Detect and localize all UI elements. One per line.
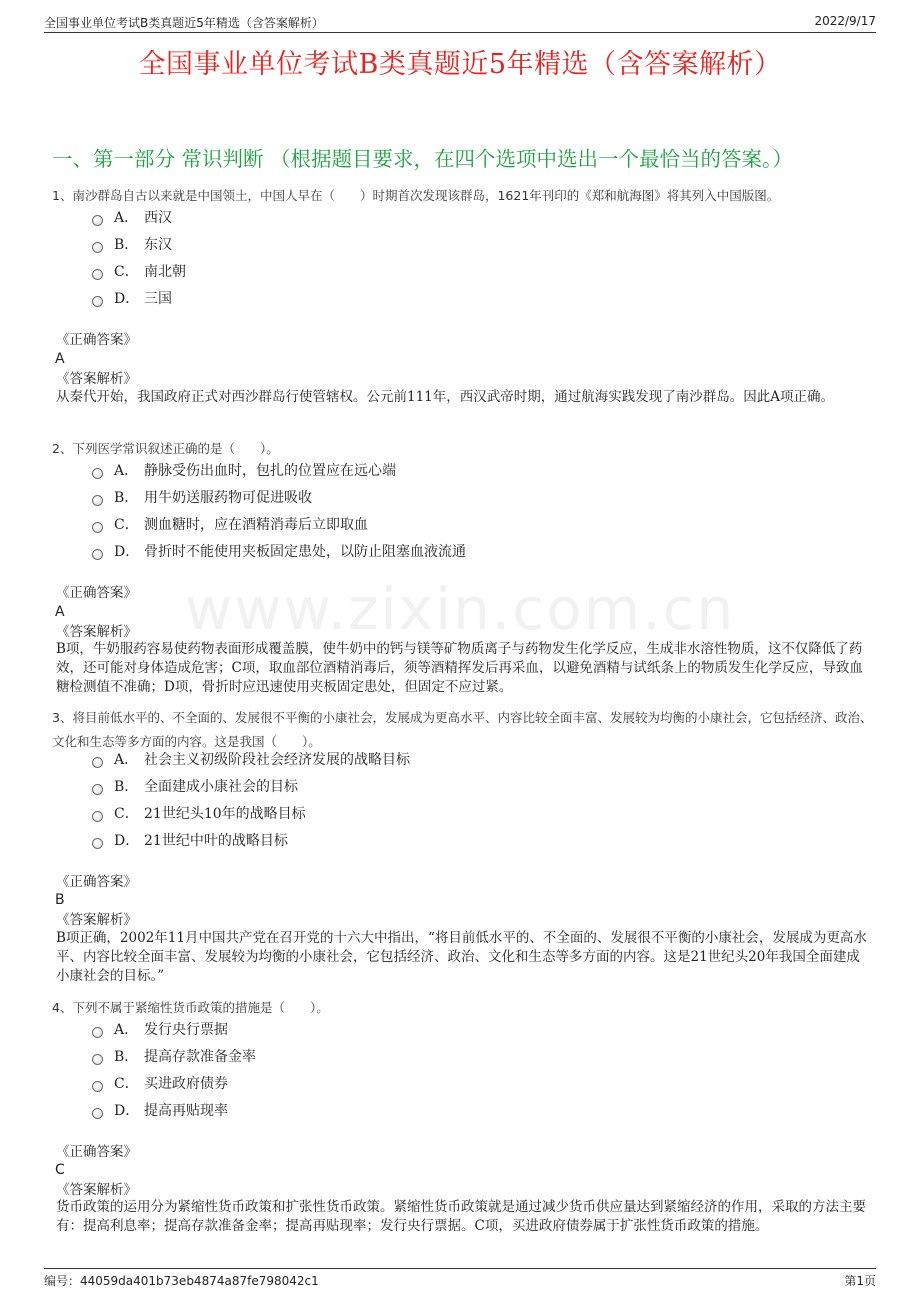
radio-icon[interactable] [92,242,103,253]
option-text: 南北朝 [144,264,186,280]
page-header [44,12,876,32]
option-letter: B． [114,237,139,253]
option-letter: C． [114,1076,139,1092]
analysis-label: 《答案解析》 [56,912,137,928]
radio-icon[interactable] [92,757,103,768]
answer-label: 《正确答案》 [56,332,137,348]
radio-icon[interactable] [92,468,103,479]
analysis-label: 《答案解析》 [56,371,137,387]
question-3-text: 3、将目前低水平的、不全面的、发展很不平衡的小康社会，发展成为更高水平、内容比较全面丰富、发展较为均衡的小康社会，它包括经济、政治、文化和生态等多方面的内容。这是我国（ ）。 [52,710,873,749]
option-text: 全面建成小康社会的目标 [144,779,298,795]
page-title: 全国事业单位考试B类真题近5年精选（含答案解析） [138,49,782,80]
option-letter: C． [114,264,139,280]
option-letter: A． [114,210,139,226]
option-letter: D． [114,1103,140,1119]
header-divider [44,32,876,33]
question-1-text: 1、南沙群岛自古以来就是中国领土，中国人早在（ ）时期首次发现该群岛，1621年刊印的《郑和航海图》将其列入中国版图。 [52,188,780,203]
header-doc-title: 全国事业单位考试B类真题近5年精选（含答案解析） [44,16,324,30]
question-3-analysis: B项正确，2002年11月中国共产党在召开党的十六大中指出，“将目前低水平的、不全面的、发展很不平衡的小康社会，发展成为更高水平、内容比较全面丰富、发展较为均衡的小康社会，它包括经济、政治、文化和生态等多方面的内容。这是21世纪头20年我国全面建成小康社会的目标。” [56,930,867,984]
question-1-answer: A [55,351,65,367]
radio-icon[interactable] [92,784,103,795]
question-4-text: 4、下列不属于紧缩性货币政策的措施是（ ）。 [52,1000,329,1015]
option-letter: A． [114,463,139,479]
option-letter: D． [114,291,140,307]
question-2-answer: A [55,604,65,620]
option-text: 提高再贴现率 [144,1103,228,1119]
page-footer [44,1272,876,1290]
answer-label: 《正确答案》 [56,585,137,601]
radio-icon[interactable] [92,1054,103,1065]
option-text: 三国 [144,291,172,307]
option-letter: C． [114,806,139,822]
question-2-analysis: B项，牛奶服药容易使药物表面形成覆盖膜，使牛奶中的钙与镁等矿物质离子与药物发生化学反应，生成非水溶性物质，这不仅降低了药效，还可能对身体造成危害；C项，取血部位酒精消毒后，须等酒精挥发后再采血，以避免酒精与试纸条上的物质发生化学反应，导致血糖检测值不准确；D项，骨折时应迅速使用夹板固定患处，但固定不应过紧。 [56,641,863,695]
page-number: 第1页 [844,1274,876,1288]
radio-icon[interactable] [92,1108,103,1119]
option-letter: C． [114,517,139,533]
option-letter: B． [114,779,139,795]
option-text: 发行央行票据 [144,1022,228,1038]
radio-icon[interactable] [92,495,103,506]
question-1-analysis: 从秦代开始，我国政府正式对西沙群岛行使管辖权。公元前111年，西汉武帝时期，通过航海实践发现了南沙群岛。因此A项正确。 [56,389,835,405]
option-text: 21世纪中叶的战略目标 [144,833,288,849]
document-code: 编号：44059da401b73eb4874a87fe798042c1 [44,1274,319,1288]
radio-icon[interactable] [92,269,103,280]
analysis-label: 《答案解析》 [56,624,137,640]
question-4-answer: C [55,1162,65,1178]
option-letter: B． [114,490,139,506]
option-letter: A． [114,752,139,768]
option-text: 用牛奶送服药物可促进吸收 [144,490,312,506]
section-heading: 一、第一部分 常识判断 （根据题目要求，在四个选项中选出一个最恰当的答案。） [52,147,793,171]
option-letter: D． [114,544,140,560]
header-date: 2022/9/17 [814,14,876,28]
radio-icon[interactable] [92,838,103,849]
footer-divider [44,1268,876,1269]
option-text: 骨折时不能使用夹板固定患处，以防止阻塞血液流通 [144,544,466,560]
answer-label: 《正确答案》 [56,1144,137,1160]
option-letter: B． [114,1049,139,1065]
radio-icon[interactable] [92,296,103,307]
option-text: 21世纪头10年的战略目标 [144,806,306,822]
answer-label: 《正确答案》 [56,874,137,890]
option-text: 东汉 [144,237,172,253]
question-2-text: 2、下列医学常识叙述正确的是（ ）。 [52,441,279,456]
option-text: 西汉 [144,210,172,226]
radio-icon[interactable] [92,811,103,822]
radio-icon[interactable] [92,1027,103,1038]
option-letter: A． [114,1022,139,1038]
question-4-analysis: 货币政策的运用分为紧缩性货币政策和扩张性货币政策。紧缩性货币政策就是通过减少货币供应量达到紧缩经济的作用，采取的方法主要有：提高利息率；提高存款准备金率；提高再贴现率；发行央行票据。C项，买进政府债券属于扩张性货币政策的措施。 [56,1199,866,1234]
option-text: 提高存款准备金率 [144,1049,256,1065]
radio-icon[interactable] [92,549,103,560]
option-letter: D． [114,833,140,849]
option-text: 静脉受伤出血时，包扎的位置应在远心端 [144,463,396,479]
radio-icon[interactable] [92,1081,103,1092]
watermark: www.zixin.com.cn [184,575,736,643]
option-text: 买进政府债券 [144,1076,228,1092]
option-text: 测血糖时，应在酒精消毒后立即取血 [144,517,368,533]
option-text: 社会主义初级阶段社会经济发展的战略目标 [144,752,410,768]
question-3-answer: B [55,892,65,908]
radio-icon[interactable] [92,215,103,226]
radio-icon[interactable] [92,522,103,533]
analysis-label: 《答案解析》 [56,1182,137,1198]
